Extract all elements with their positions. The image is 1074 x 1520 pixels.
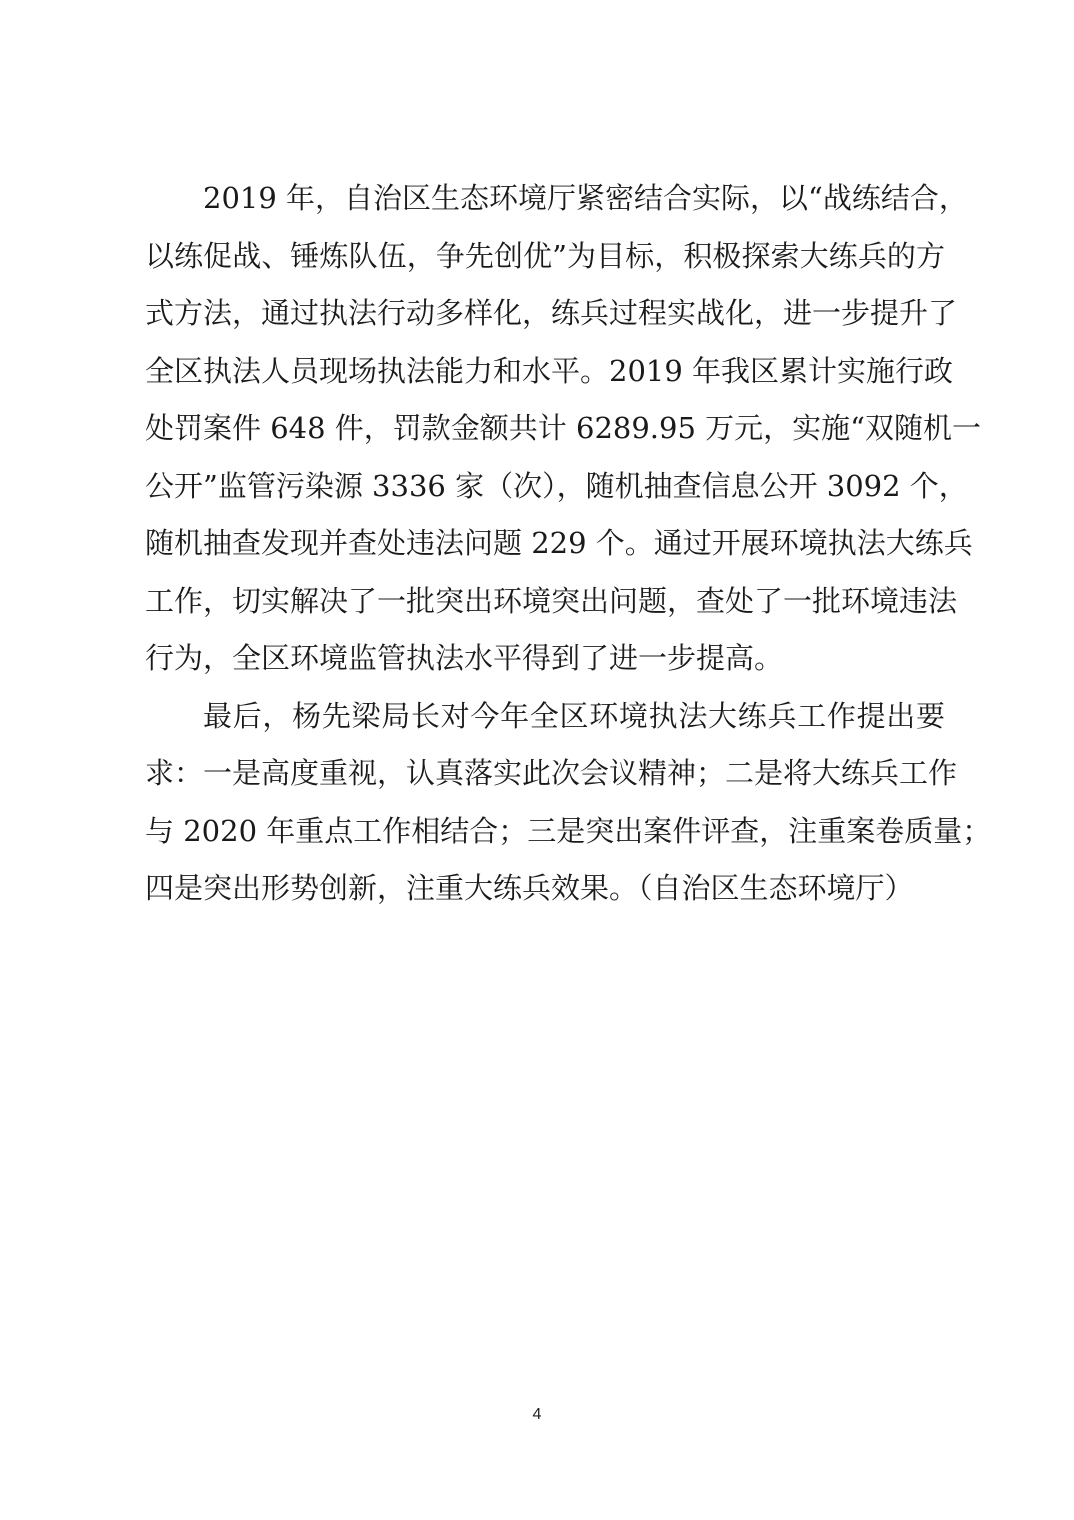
text-line: 行为，全区环境监管执法水平得到了进一步提高。	[145, 641, 784, 675]
body-text	[145, 170, 992, 918]
text-line: 工作，切实解决了一批突出环境突出问题，查处了一批环境违法	[145, 583, 958, 618]
text-line: 以练促战、锤炼队伍，争先创优”为目标，积极探索大练兵的方	[145, 238, 945, 273]
text-line: 求：一是高度重视，认真落实此次会议精神；二是将大练兵工作	[145, 756, 958, 790]
text-line: 处罚案件 648 件，罚款金额共计 6289.95 万元，实施“双随机一	[145, 411, 981, 445]
text-line: 公开”监管污染源 3336 家（次），随机抽查信息公开 3092 个，	[145, 468, 968, 503]
text-line: 最后，杨先梁局长对今年全区环境执法大练兵工作提出要	[203, 698, 945, 733]
text-line: 四是突出形势创新，注重大练兵效果。（自治区生态环境厅）	[145, 871, 914, 905]
text-line: 全区执法人员现场执法能力和水平。2019 年我区累计实施行政	[145, 353, 954, 388]
paragraph-1	[145, 170, 981, 688]
text-line: 与 2020 年重点工作相结合；三是突出案件评查，注重案卷质量；	[145, 813, 992, 848]
text-line: 2019 年，自治区生态环境厅紧密结合实际，以“战练结合，	[203, 181, 968, 215]
text-line: 随机抽查发现并查处违法问题 229 个。通过开展环境执法大练兵	[145, 526, 973, 560]
text-line: 式方法，通过执法行动多样化，练兵过程实战化，进一步提升了	[145, 296, 958, 330]
paragraph-2	[145, 688, 992, 918]
page-number: 4	[532, 1406, 542, 1423]
